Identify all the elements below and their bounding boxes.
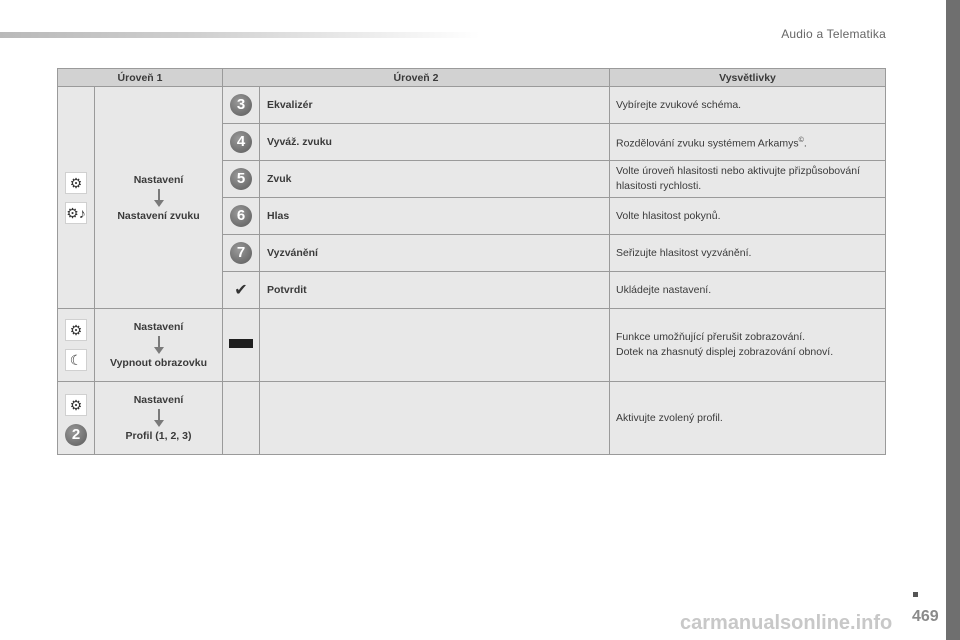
arrow-down-icon: [154, 409, 164, 427]
description-line: Funkce umožňující přerušit zobrazování.: [616, 331, 806, 343]
badge-cell: [223, 272, 260, 309]
level2-cell: Vyváž. zvuku: [260, 124, 610, 161]
gear-icon: ⚙: [65, 319, 87, 341]
level2-cell: Ekvalizér: [260, 87, 610, 124]
gear-icon: ⚙: [65, 394, 87, 416]
level2-cell: Hlas: [260, 198, 610, 235]
number-badge-4: 4: [230, 131, 252, 153]
page-number: 469: [912, 608, 939, 625]
checkmark-icon: ✔: [234, 282, 248, 299]
header-description: Vysvětlivky: [610, 69, 886, 87]
table-row: [58, 309, 886, 382]
description-cell: Ukládejte nastavení.: [610, 272, 886, 309]
right-edge-bar: [946, 0, 960, 640]
group2-level1: [95, 309, 223, 382]
table-header-row: [58, 69, 886, 87]
badge-cell: [223, 124, 260, 161]
group1-level1: [95, 87, 223, 309]
screen-off-icon: [229, 339, 253, 348]
level2-cell: [260, 309, 610, 382]
description-cell: Aktivujte zvolený profil.: [610, 382, 886, 455]
description-cell: Volte hlasitost pokynů.: [610, 198, 886, 235]
badge-cell: [223, 87, 260, 124]
gear-icon: ⚙: [65, 172, 87, 194]
header-level1: Úroveň 1: [58, 69, 223, 87]
description-cell: Seřizujte hlasitost vyzvánění.: [610, 235, 886, 272]
description-end: .: [803, 137, 807, 150]
page-marker: [913, 592, 918, 597]
badge-cell: [223, 382, 260, 455]
number-badge-2: 2: [65, 424, 87, 446]
number-badge-7: 7: [230, 242, 252, 264]
level2-cell: Vyzvánění: [260, 235, 610, 272]
table-row: [58, 382, 886, 455]
badge-cell: [223, 235, 260, 272]
group1-icons: [58, 87, 95, 309]
gear-music-icon: ⚙♪: [65, 202, 87, 224]
level1-sublabel: Nastavení zvuku: [117, 209, 200, 222]
level1-sublabel: Profil (1, 2, 3): [125, 430, 192, 442]
description-cell: Vybírejte zvukové schéma.: [610, 87, 886, 124]
description-cell: [610, 124, 886, 161]
level1-sublabel: Vypnout obrazovku: [109, 357, 208, 369]
moon-icon: ☾: [65, 349, 87, 371]
description-text: Rozdělování zvuku systémem Arkamys: [616, 137, 799, 150]
number-badge-6: 6: [230, 205, 252, 227]
group2-icons: [58, 309, 95, 382]
description-line: Dotek na zhasnutý displej zobrazování obnoví.: [616, 346, 834, 358]
arrow-down-icon: [154, 189, 164, 207]
watermark: carmanualsonline.info: [680, 612, 893, 634]
badge-cell: [223, 161, 260, 198]
level1-label: Nastavení: [133, 321, 184, 333]
page-header-title: Audio a Telematika: [781, 27, 886, 41]
settings-table: [57, 68, 886, 455]
arrow-down-icon: [154, 336, 164, 354]
header-level2: Úroveň 2: [223, 69, 610, 87]
description-cell: Volte úroveň hlasitosti nebo aktivujte přizpůsobování hlasitosti rychlosti.: [610, 161, 886, 198]
level1-label: Nastavení: [133, 394, 184, 406]
group3-level1: [95, 382, 223, 455]
badge-cell: [223, 198, 260, 235]
number-badge-5: 5: [230, 168, 252, 190]
group3-icons: [58, 382, 95, 455]
number-badge-3: 3: [230, 94, 252, 116]
copyright-sup: ©: [798, 136, 804, 144]
level2-cell: Potvrdit: [260, 272, 610, 309]
badge-cell: [223, 309, 260, 382]
table-row: [58, 87, 886, 124]
header-gradient-bar: [0, 32, 480, 38]
description-cell: [610, 309, 886, 382]
level2-cell: [260, 382, 610, 455]
level1-label: Nastavení: [133, 173, 184, 186]
level2-cell: Zvuk: [260, 161, 610, 198]
